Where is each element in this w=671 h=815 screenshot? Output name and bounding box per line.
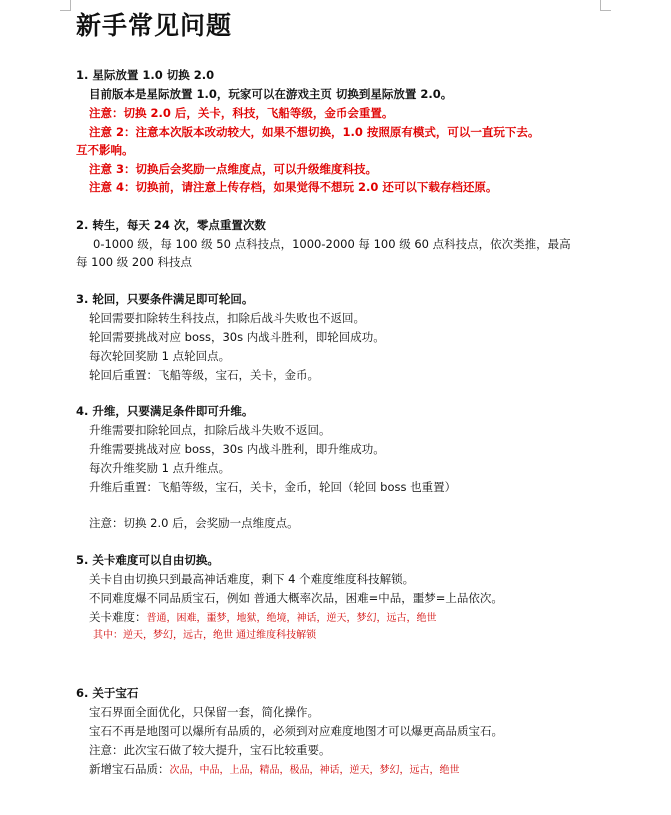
section-5-unlock-note: 其中：逆天，梦幻，远古，绝世 通过维度科技解锁 (93, 630, 317, 641)
difficulty-label: 关卡难度： (89, 610, 147, 624)
page-corner-mark-left (60, 0, 71, 11)
section-4-line: 升维需要扣除轮回点，扣除后战斗失败不返回。 (89, 423, 331, 437)
section-4-note: 注意：切换 2.0 后，会奖励一点维度点。 (89, 516, 299, 530)
section-1-note-3: 注意 3：切换后会奖励一点维度点，可以升级维度科技。 (89, 162, 378, 176)
section-6-heading: 6. 关于宝石 (76, 686, 139, 700)
section-3-heading: 3. 轮回，只要条件满足即可轮回。 (76, 292, 254, 306)
section-4-line: 升维需要挑战对应 boss，30s 内战斗胜利，即升维成功。 (89, 442, 385, 456)
section-2-line-1: 0-1000 级，每 100 级 50 点科技点，1000-2000 每 100 级 60 点科技点，依次类推，最高 (93, 237, 571, 251)
page-corner-mark-right (600, 0, 611, 11)
quality-label: 新增宝石品质： (89, 762, 170, 776)
quality-list: 次品，中品，上品，精品，极品，神话，逆天，梦幻，远古，绝世 (169, 765, 460, 776)
section-1-line-1: 目前版本是星际放置 1.0，玩家可以在游戏主页 切换到星际放置 2.0。 (89, 87, 453, 101)
section-5-line-2: 不同难度爆不同品质宝石，例如 普通大概率次品，困难=中品，噩梦=上品依次。 (89, 591, 503, 605)
section-6-line: 宝石不再是地图可以爆所有品质的，必须到对应难度地图才可以爆更高品质宝石。 (89, 724, 503, 738)
section-1-heading: 1. 星际放置 1.0 切换 2.0 (76, 68, 215, 82)
section-6-line: 注意：此次宝石做了较大提升，宝石比较重要。 (89, 743, 331, 757)
section-1-note-4: 注意 4：切换前，请注意上传存档，如果觉得不想玩 2.0 还可以下载存档还原。 (89, 180, 498, 194)
document-title: 新手常见问题 (76, 11, 233, 40)
section-5-heading: 5. 关卡难度可以自由切换。 (76, 553, 219, 567)
section-3-line: 轮回需要扣除转生科技点，扣除后战斗失败也不返回。 (89, 311, 365, 325)
section-2-heading: 2. 转生，每天 24 次，零点重置次数 (76, 218, 266, 232)
section-3-line: 每次轮回奖励 1 点轮回点。 (89, 349, 231, 363)
section-4-line: 升维后重置：飞船等级，宝石，关卡，金币，轮回（轮回 boss 也重置） (89, 480, 457, 494)
section-5-line-1: 关卡自由切换只到最高神话难度，剩下 4 个难度维度科技解锁。 (89, 572, 415, 586)
section-4-heading: 4. 升维，只要满足条件即可升维。 (76, 404, 254, 418)
section-4-line: 每次升维奖励 1 点升维点。 (89, 461, 231, 475)
section-5-difficulty-row (89, 610, 437, 626)
section-6-line: 宝石界面全面优化，只保留一套，简化操作。 (89, 705, 319, 719)
section-1-note-2-cont: 互不影响。 (76, 143, 134, 157)
section-3-line: 轮回需要挑战对应 boss，30s 内战斗胜利，即轮回成功。 (89, 330, 385, 344)
section-1-note-1: 注意：切换 2.0 后，关卡，科技，飞船等级，金币会重置。 (89, 106, 394, 120)
difficulty-list: 普通，困难，噩梦，地狱，绝境，神话，逆天，梦幻，远古，绝世 (146, 613, 437, 624)
section-6-quality-row (89, 762, 460, 778)
section-3-line: 轮回后重置：飞船等级，宝石，关卡，金币。 (89, 368, 319, 382)
section-1-note-2: 注意 2：注意本次版本改动较大，如果不想切换，1.0 按照原有模式，可以一直玩下去。 (89, 125, 540, 139)
section-2-line-2: 每 100 级 200 科技点 (76, 255, 193, 269)
